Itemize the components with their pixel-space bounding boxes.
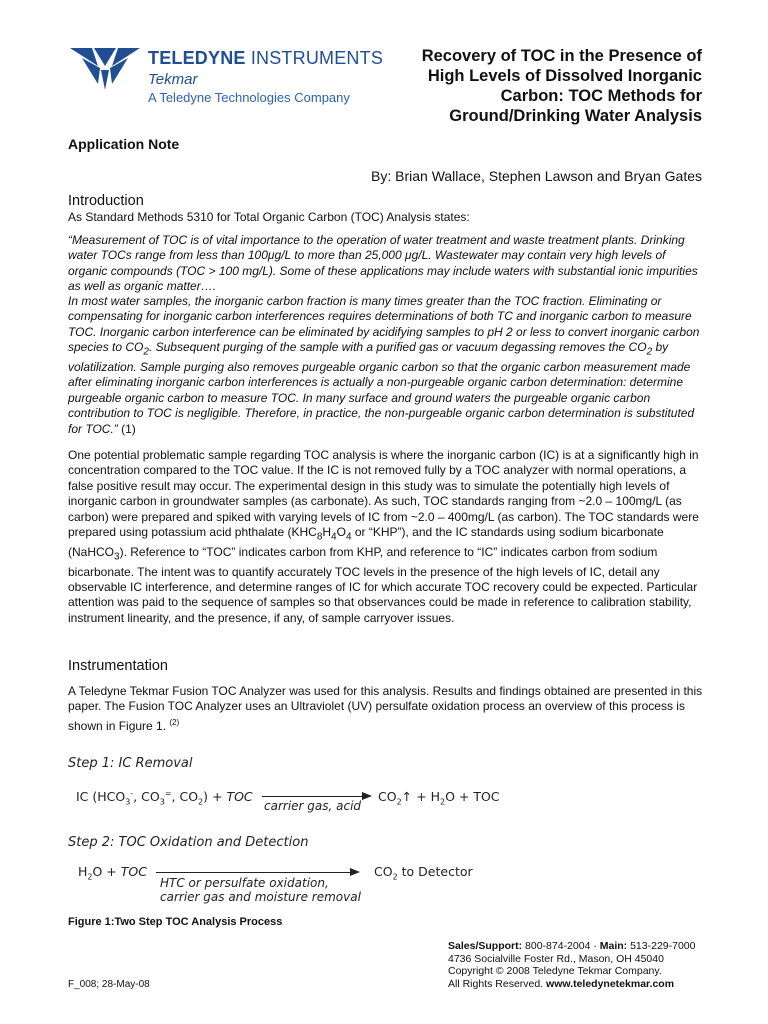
figure-caption: Figure 1:Two Step TOC Analysis Process [68, 916, 283, 928]
step-2-label: Step 2: TOC Oxidation and Detection [68, 835, 309, 850]
brand-tagline: A Teledyne Technologies Company [148, 90, 350, 105]
step-2-arrow [156, 872, 352, 873]
teledyne-mark-icon [68, 44, 142, 92]
document-title: Recovery of TOC in the Presence of High Levels of Dissolved Inorganic Carbon: TOC Methods for Ground/Drinking Water Analysis [421, 47, 702, 125]
step-2-products: $CO_2$ to Detector [374, 864, 473, 882]
step-2-reactants: $H_2O$ + TOC [78, 864, 147, 882]
step-2-condition: HTC or persulfate oxidation, carrier gas and moisture removal [160, 876, 361, 904]
sub-brand: Tekmar [148, 71, 198, 88]
footer-contact [448, 940, 695, 990]
step-1-condition: carrier gas, acid [264, 799, 362, 813]
step-1-arrow [262, 796, 364, 797]
footer-phones: Sales/Support: 800-874-2004 · Main: 513-229-7000 [448, 940, 696, 952]
teledyne-logo [68, 44, 384, 108]
intro-lead: As Standard Methods 5310 for Total Organic Carbon (TOC) Analysis states: [68, 210, 470, 224]
brand-name: TELEDYNE INSTRUMENTS [148, 48, 384, 68]
authors: By: Brian Wallace, Stephen Lawson and Bryan Gates [371, 168, 702, 184]
intro-quote-1: “Measurement of TOC is of vital importance to the operation of water treatment and waste treatment plants. Drinking water TOCs range from less than 100μg/L to more than 25,000 μg/L. Wastewater may contain very high levels of organic compounds (TOC > 100 mg/L). Some of these applications may include waters with substantial ionic impurities as well as organic matter…. [68, 233, 698, 294]
intro-quote-2: In most water samples, the inorganic carbon fraction is many times greater than the TOC fraction. Eliminating or compensating for inorganic carbon interferences requires determinations of both TC and inorganic carbon to measure TOC. Inorganic carbon interference can be eliminated by acidifying samples to pH 2 or less to convert inorganic carbon species to $CO_2$. Subsequent purging of the sample with a purified gas or vacuum degassing removes the $CO_2$ by volatilization. Sample purging also removes purgeable organic carbon so that the organic carbon measurement made after eliminating inorganic carbon interferences is actually a non-purgeable organic carbon determination: determine purgeable organic carbon to measure TOC. In many surface and ground waters the purgeable organic carbon contribution to TOC is negligible. Therefore, in practice, the non-purgeable organic carbon determination is substituted for TOC.” (1) [68, 294, 700, 436]
logo-text [148, 48, 383, 105]
heading-introduction: Introduction [68, 193, 144, 209]
footer-rights: All Rights Reserved. www.teledynetekmar.com [448, 977, 675, 990]
step-1-arrowhead-icon [362, 792, 372, 800]
instrumentation-paragraph: A Teledyne Tekmar Fusion TOC Analyzer was used for this analysis. Results and findings obtained are presented in this paper. The Fusion TOC Analyzer uses an Ultraviolet (UV) persulfate oxidation process an overview of this process is shown in Figure 1. $^{(2)}$ [68, 684, 703, 733]
figure-1-process-diagram [68, 756, 588, 916]
website-link[interactable]: www.teledynetekmar.com [546, 977, 675, 990]
document-id: F_008; 28-May-08 [68, 979, 150, 990]
step-2-arrowhead-icon [350, 868, 360, 876]
footer-address: 4736 Socialville Foster Rd., Mason, OH 45040 [448, 952, 664, 965]
document-type: Application Note [68, 136, 180, 152]
body-paragraph-1: One potential problematic sample regarding TOC analysis is where the inorganic carbon (IC) is at a significantly high in concentration compared to the TOC value. If the IC is not removed fully by a TOC analyzer with normal operations, a false positive result may occur. The experimental design in this study was to simulate the potentially high levels of inorganic carbon in groundwater samples (as carbonate). As such, TOC standards ranging from ~2.0 – 100mg/L (as carbon) were prepared and spiked with varying levels of IC from ~2.0 – 400mg/L (as carbon). The TOC standards were prepared using potassium acid phthalate ($KHC_8H_4O_4$ or “KHP”), and the IC standards using sodium bicarbonate (NaHCO$_3$). Reference to “TOC” indicates carbon from KHP, and reference to “IC” indicates carbon from sodium bicarbonate. The intent was to quantify accurately TOC levels in the presence of the high levels of IC, detail any observable IC interference, and determine ranges of IC for which accurate TOC recovery could be expected. Particular attention was paid to the sequence of samples so that observances could be made in reference to calibration stability, instrument linearity, and the presence, if any, of sample carryover issues. [68, 448, 699, 625]
footer-copyright: Copyright © 2008 Teledyne Tekmar Company. [448, 965, 662, 977]
heading-instrumentation: Instrumentation [68, 658, 168, 674]
step-1-products: $CO_2↑ + H_2O$ + TOC [378, 789, 500, 807]
step-1-label: Step 1: IC Removal [68, 756, 193, 771]
step-1-reactants: IC ($HCO_3^-$, $CO_3^=$, $CO_2$) + TOC [76, 789, 253, 807]
